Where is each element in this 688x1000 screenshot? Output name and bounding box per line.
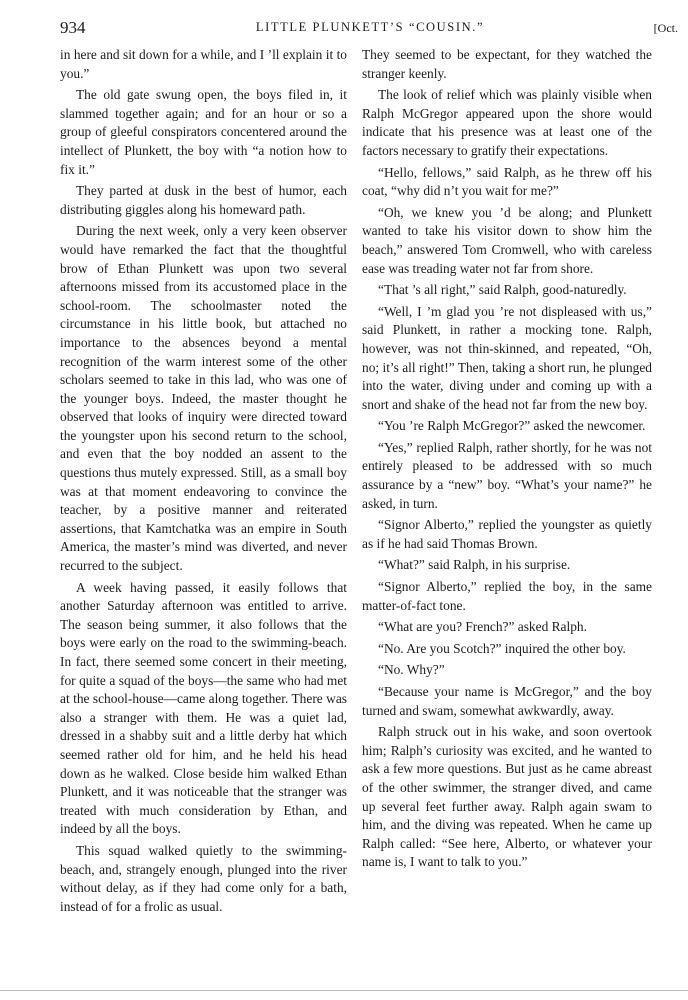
running-title: LITTLE PLUNKETT’S “COUSIN.” — [255, 20, 485, 34]
paragraph: “What?” said Ralph, in his surprise. — [378, 557, 571, 573]
paragraph: “Yes,” replied Ralph, rather shortly, for he was not entirely pleased to be addressed with so much assurance by a “new” boy. “What’s your name?” he asked, in turn. — [362, 439, 652, 511]
paragraph: in here and sit down for a while, and I ’ll explain it to you.” — [60, 47, 347, 81]
issue-month: [Oct. — [653, 21, 678, 35]
paragraph: They seemed to be expectant, for they watched the stranger keenly. — [362, 47, 652, 81]
paragraph: The old gate swung open, the boys filed in, it slammed together again; and for an hour or so a group of gleeful conspirators concentered around the intellect of Plunkett, the boy with “a notion how to fix it.” — [60, 87, 347, 177]
page-header — [60, 18, 680, 40]
paragraph: “That ’s all right,” said Ralph, good-naturedly. — [378, 282, 627, 298]
paragraph: “You ’re Ralph McGregor?” asked the newcomer. — [378, 418, 646, 434]
paragraph: “No. Are you Scotch?” inquired the other boy. — [378, 640, 626, 656]
paragraph: “Signor Alberto,” replied the youngster as quietly as if he had said Thomas Brown. — [362, 517, 652, 551]
paragraph: “Well, I ’m glad you ’re not displeased with us,” said Plunkett, in rather a mocking tone. Ralph, however, was not thin-skinned, and repeated, “Oh, no; it’s all right!” Then, taking a short run, he plunged into the water, diving under and coming up with a snort and shake of the head not far from the new boy. — [362, 303, 652, 412]
paragraph: Ralph struck out in his wake, and soon overtook him; Ralph’s curiosity was excited, and he wanted to ask a few more questions. But just as he came abreast of the other swimmer, the stranger dived, and came up several feet further away. Ralph again swam to him, and the diving was repeated. When he came up Ralph called: “See here, Alberto, or whatever your name is, I want to talk to you.” — [362, 724, 652, 870]
paragraph: A week having passed, it easily follows that another Saturday afternoon was entitled to arrive. The season being summer, it also follows that the boys were early on the road to the swimming-beach. In fact, there seemed some concert in their meeting, for quite a squad of the boys—the same who had met at the school-house—came along together. There was also a stranger with them. He was a quiet lad, dressed in a shabby suit and a little derby hat which seemed rather old for him, and he held his head down as he walked. Close beside him walked Ethan Plunkett, and it was noticeable that the stranger was treated with much consideration by Ethan, and indeed by all the boys. — [60, 579, 347, 837]
paragraph: The look of relief which was plainly visible when Ralph McGregor appeared upon the shore would indicate that his presence was at least one of the factors necessary to gratify their expectations. — [362, 87, 652, 158]
paragraph: During the next week, only a very keen observer would have remarked the fact that the thoughtful brow of Ethan Plunkett was upon two several afternoons missed from its accustomed place in the school-room. The schoolmaster noted the circumstance in his little book, but attached no importance to the absences beyond a mental recognition of the warm interest some of the other scholars seemed to take in this lad, who was one of the younger boys. Indeed, the master thought he observed that looks of inquiry were directed toward the youngster upon his second return to the school, and even that the boy nodded an assent to the questions thus mutely expressed. Still, as a small boy was at that moment endeavoring to convince the teacher, by a positive manner and reiterated assertions, that Kamtchatka was an empire in South America, the master’s mind was diverted, and never recurred to the subject. — [60, 223, 347, 574]
paragraph: “Because your name is McGregor,” and the boy turned and swam, somewhat awkwardly, away. — [362, 684, 652, 718]
paragraph: This squad walked quietly to the swimming-beach, and, strangely enough, plunged into the river without delay, as if they had come only for a bath, instead of for a frolic as usual. — [60, 842, 347, 914]
left-column — [60, 46, 347, 916]
paragraph: “No. Why?” — [378, 662, 445, 678]
paragraph: “Signor Alberto,” replied the boy, in the same matter-of-fact tone. — [362, 579, 652, 613]
right-column — [362, 46, 652, 872]
page-bottom-rule — [0, 990, 688, 991]
page-number: 934 — [60, 18, 86, 37]
paragraph: “What are you? French?” asked Ralph. — [378, 619, 587, 635]
paragraph: “Hello, fellows,” said Ralph, as he threw off his coat, “why did n’t you wait for me?” — [362, 164, 652, 199]
paragraph: “Oh, we knew you ’d be along; and Plunkett wanted to take his visitor down to show him the beach,” answered Tom Cromwell, who with careless ease was treading water not far from shore. — [362, 204, 652, 276]
paragraph: They parted at dusk in the best of humor, each distributing giggles along his homeward path. — [60, 183, 347, 217]
